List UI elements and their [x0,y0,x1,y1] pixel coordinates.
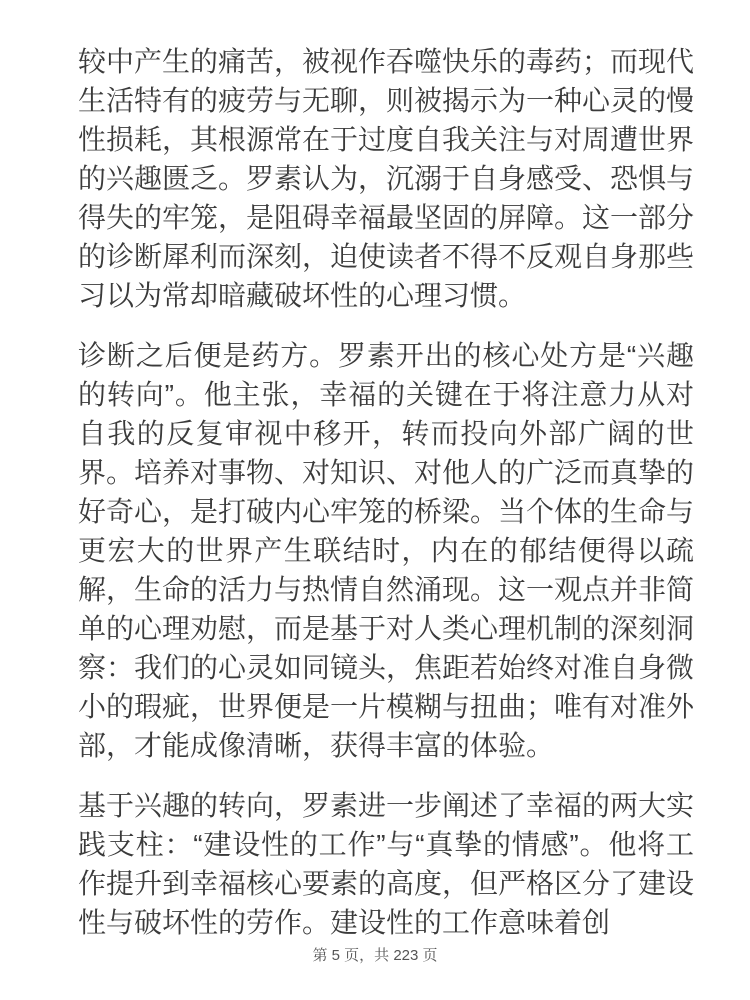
page-body [78,42,694,963]
body-paragraph: 诊断之后便是药方。罗素开出的核心处方是“兴趣的转向”。他主张，幸福的关键在于将注意力从对自我的反复审视中移开，转而投向外部广阔的世界。培养对事物、对知识、对他人的广泛而真挚的好奇心，是打破内心牢笼的桥梁。当个体的生命与更宏大的世界产生联结时，内在的郁结便得以疏解，生命的活力与热情自然涌现。这一观点并非简单的心理劝慰，而是基于对人类心理机制的深刻洞察：我们的心灵如同镜头，焦距若始终对准自身微小的瑕疵，世界便是一片模糊与扭曲；唯有对准外部，才能成像清晰，获得丰富的体验。 [78,340,695,761]
body-paragraph: 较中产生的痛苦，被视作吞噬快乐的毒药；而现代生活特有的疲劳与无聊，则被揭示为一种心灵的慢性损耗，其根源常在于过度自我关注与对周遭世界的兴趣匮乏。罗素认为，沉溺于自身感受、恐惧与得失的牢笼，是阻碍幸福最坚固的屏障。这一部分的诊断犀利而深刻，迫使读者不得不反观自身那些习以为常却暗藏破坏性的心理习惯。 [78,46,695,311]
page-number-footer: 第 5 页，共 223 页 [312,947,438,964]
body-paragraph: 基于兴趣的转向，罗素进一步阐述了幸福的两大实践支柱：“建设性的工作”与“真挚的情感”。他将工作提升到幸福核心要素的高度，但严格区分了建设性与破坏性的劳作。建设性的工作意味着创 [78,790,695,938]
